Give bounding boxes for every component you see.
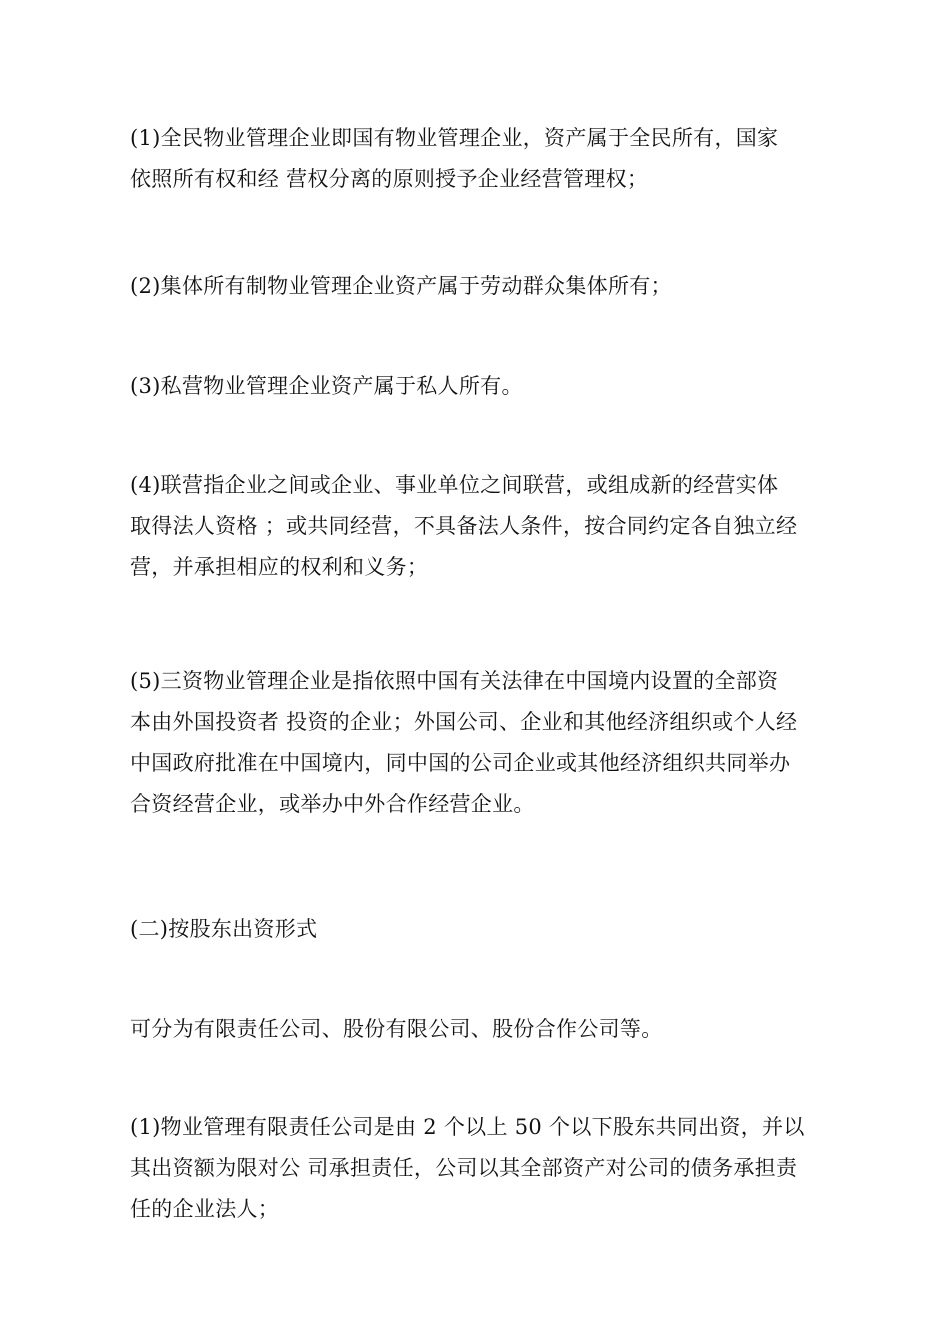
paragraph-line: (4)联营指企业之间或企业、事业单位之间联营，或组成新的经营实体: [130, 473, 779, 497]
paragraph-line: 其出资额为限对公 司承担责任，公司以其全部资产对公司的债务承担责: [130, 1156, 798, 1180]
paragraph-line: 本由外国投资者 投资的企业；外国公司、企业和其他经济组织或个人经: [130, 710, 798, 734]
section-heading-capital-form: [130, 909, 835, 950]
paragraph-line: 合资经营企业，或举办中外合作经营企业。: [130, 792, 535, 816]
paragraph-joint-operation: [130, 465, 835, 588]
paragraph-line: (3)私营物业管理企业资产属于私人所有。: [130, 374, 523, 398]
paragraph-collective: [130, 266, 835, 307]
paragraph-private: [130, 366, 835, 407]
paragraph-company-types: [130, 1009, 835, 1050]
paragraph-state-owned: [130, 118, 835, 200]
paragraph-limited-liability: [130, 1107, 835, 1230]
paragraph-line: (二)按股东出资形式: [130, 917, 318, 941]
paragraph-line: (2)集体所有制物业管理企业资产属于劳动群众集体所有；: [130, 274, 672, 298]
paragraph-line: (1)物业管理有限责任公司是由 2 个以上 50 个以下股东共同出资，并以: [130, 1115, 805, 1139]
paragraph-line: 依照所有权和经 营权分离的原则授予企业经营管理权；: [130, 167, 649, 191]
paragraph-line: 营，并承担相应的权利和义务；: [130, 555, 429, 579]
paragraph-line: 任的企业法人；: [130, 1197, 280, 1221]
paragraph-line: (1)全民物业管理企业即国有物业管理企业，资产属于全民所有，国家: [130, 126, 779, 150]
paragraph-foreign-invested: [130, 661, 835, 825]
paragraph-line: (5)三资物业管理企业是指依照中国有关法律在中国境内设置的全部资: [130, 669, 779, 693]
paragraph-line: 可分为有限责任公司、股份有限公司、股份合作公司等。: [130, 1017, 663, 1041]
paragraph-line: 取得法人资格 ；或共同经营，不具备法人条件，按合同约定各自独立经: [130, 514, 798, 538]
paragraph-line: 中国政府批准在中国境内，同中国的公司企业或其他经济组织共同举办: [130, 751, 791, 775]
